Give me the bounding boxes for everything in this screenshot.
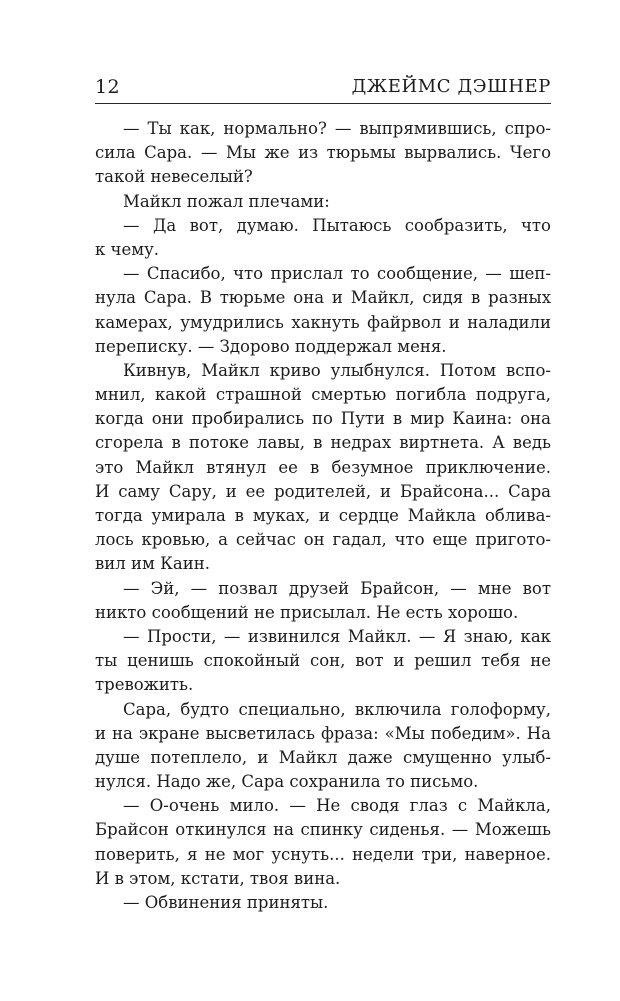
running-head-author: ДЖЕЙМС ДЭШНЕР (351, 76, 551, 97)
body-text (95, 117, 551, 915)
text-line: ты ценишь спокойный сон, вот и решил тебя не (95, 651, 551, 671)
text-line: душе потеплело, и Майкл даже смущенно улыб- (95, 747, 551, 767)
text-line: И саму Сару, и ее родителей, и Брайсона... Сара (95, 481, 551, 501)
text-line: вил им Каин. (95, 554, 210, 574)
text-line: И в этом, кстати, твоя вина. (95, 868, 341, 888)
text-line: — Спасибо, что прислал то сообщение, — шеп- (123, 264, 551, 284)
text-line: камерах, умудрились хакнуть файрвол и наладили (95, 312, 551, 332)
text-line: сила Сара. — Мы же из тюрьмы вырвались. Чего (95, 143, 551, 163)
text-line: мнил, какой страшной смертью погибла подруга, (95, 385, 551, 405)
text-line: Майкл пожал плечами: (123, 191, 330, 211)
text-line: это Майкл втянул ее в безумное приключение. (95, 457, 551, 477)
text-line: сгорела в потоке лавы, в недрах виртнета. А ведь (95, 433, 551, 453)
text-line: Брайсон откинулся на спинку сиденья. — Можешь (95, 820, 551, 840)
text-line: Сара, будто специально, включила голоформу, (123, 699, 551, 719)
text-line: — Да вот, думаю. Пытаюсь сообразить, что (123, 215, 551, 235)
text-line: нулся. Надо же, Сара сохранила то письмо. (95, 772, 479, 792)
text-line: — Эй, — позвал друзей Брайсон, — мне вот (123, 578, 551, 598)
text-line: и на экране высветилась фраза: «Мы победим». На (95, 723, 551, 743)
text-line: поверить, я не мог уснуть... недели три, наверное. (95, 844, 551, 864)
text-line: — Прости, — извинился Майкл. — Я знаю, как (123, 626, 551, 646)
text-line: Кивнув, Майкл криво улыбнулся. Потом вспо- (123, 360, 551, 380)
text-line: никто сообщений не присылал. Не есть хорошо. (95, 602, 519, 622)
text-line: переписку. — Здорово поддержал меня. (95, 336, 447, 356)
text-line: — Обвинения приняты. (123, 893, 329, 912)
running-header (95, 74, 551, 100)
text-line: — Ты как, нормально? — выпрямившись, спро- (123, 119, 551, 138)
text-line: такой невеселый? (95, 167, 253, 187)
text-line: когда они пробирались по Пути в мир Каина: она (95, 409, 551, 429)
header-rule (95, 103, 551, 104)
text-line: лось кровью, а сейчас он гадал, что еще пригото- (95, 530, 551, 550)
text-line: нула Сара. В тюрьме она и Майкл, сидя в разных (95, 288, 551, 308)
text-line: тогда умирала в муках, и сердце Майкла облива- (95, 506, 551, 525)
text-line: — О-очень мило. — Не сводя глаз с Майкла, (123, 796, 551, 816)
text-line: тревожить. (95, 675, 194, 695)
text-line: к чему. (95, 239, 160, 259)
page-number: 12 (95, 76, 120, 98)
